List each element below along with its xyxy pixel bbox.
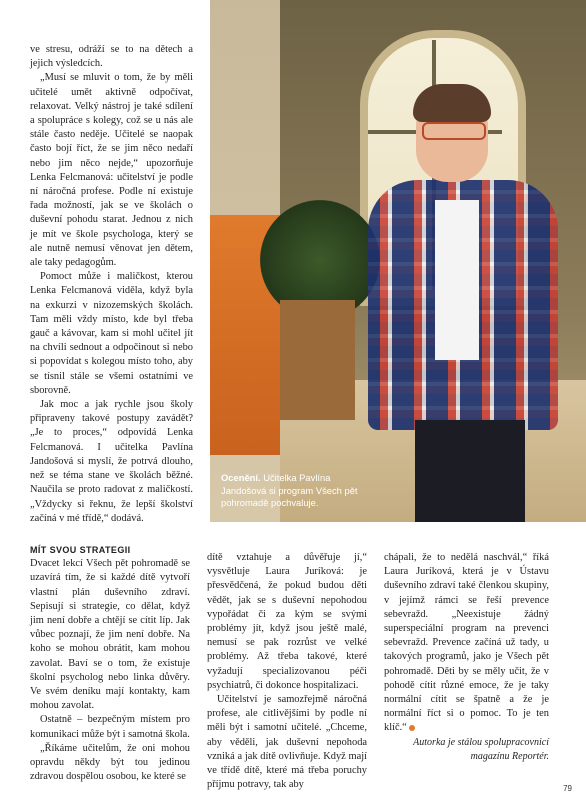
article-column-left-top bbox=[30, 43, 193, 526]
paragraph: ve stresu, odráží se to na dětech a jejich výsledcích. bbox=[30, 44, 193, 70]
author-note: Autorka je stálou spolupracovnicí magazínu Reportér. bbox=[413, 736, 549, 762]
paragraph: „Musí se mluvit o tom, že by měli učitelé umět aktivně odpočívat, relaxovat. Velký nástroj je také sdílení a spolupráce s kolegy, což se u nás ale stále často neděje. Učitelé se naopak často bojí říct, že se jim něco nedaří nebo jim něco nejde,“ upozorňuje Lenka Felcmanová: učitelství je podle ní náročná profese. Podle ní existuje řada možností, jak se ve školách o duševní pohodu starat. Jednou z nich je mít ve škole psychologa, který se ale nutně nemusí věnovat jen dětem, ale taky pedagogům. bbox=[30, 72, 193, 269]
article-column-bottom-3 bbox=[384, 551, 549, 764]
paragraph: Jak moc a jak rychle jsou školy připraveny takové postupy zavádět? „Je to proces,“ odpovídá Lenka Felcmanová. I učitelka Pavlína Jandošová si myslí, že potrvá dlouho, než se téma stane ve školách běžné. Naučila se proto radovat z maličkostí. „Vždycky si řeknu, že lepší školství začíná v mé třídě,“ dodává. bbox=[30, 399, 193, 524]
paragraph: Pomoct může i maličkost, kterou Lenka Felcmanová viděla, když byla na exkurzi v nizozemských školách. Tam měli vždy místo, kde byl třeba gauč a kávovar, kam si mohl učitel jít na chvíli sednout a odpočinout si nebo si popovídat s kolegou místo toho, aby se tísnil stále se všemi ostatními ve sborovně. bbox=[30, 271, 193, 396]
paragraph-text: chápali, že to nedělá naschvál,“ říká Laura Juríková, která je v Ústavu duševního zdraví také členkou skupiny, v jejímž rámci se řeší prevence sebevražd. „Neexistuje žádný superspeciální program na prevenci sebevražd. Prevence začíná už tady, u takových programů, jako je Všech pět pohromadě. Děti by se měly učit, že v pohodě cítit různé emoce, že je taky normální cítit se špatně a že je normální říct si o pomoc. To je ten klíč.“ bbox=[384, 552, 549, 734]
paragraph: Ostatně – bezpečným místem pro komunikaci může být i samotná škola. bbox=[30, 714, 190, 740]
photo-caption bbox=[221, 472, 371, 510]
page-number: 79 bbox=[563, 784, 572, 793]
paragraph: Dvacet lekcí Všech pět pohromadě se uzavírá tím, že si každé dítě vytvoří vlastní plán duševního zdraví. Sepisují si strategie, co dělat, když jim není dobře a chtějí se cítit líp. Jak vůbec poznají, že jim není dobře. Na koho se mohou obrátit, kam mohou zavolat. Baví se o tom, že existuje školní psycholog nebo linka důvěry. Ve svém deníku mají kontakty, kam mohou zavolat. bbox=[30, 558, 190, 712]
section-heading: MÍT SVOU STRATEGII bbox=[30, 545, 131, 555]
paragraph bbox=[384, 551, 549, 736]
end-mark-icon bbox=[409, 725, 415, 731]
portrait-photo bbox=[210, 0, 586, 522]
paragraph: „Říkáme učitelům, že oni mohou opravdu někdy být tou jedinou zdravou dospělou osobou, ke které se bbox=[30, 742, 190, 783]
caption-text: Učitelka Pavlína Jandošová si program Všech pět pohromadě pochvaluje. bbox=[221, 472, 358, 508]
article-column-bottom-2 bbox=[207, 551, 367, 792]
paragraph: dítě vztahuje a důvěřuje jí,“ vysvětluje Laura Juríková: je přesvědčená, že pokud budou děti vědět, jak se s duševní nepohodou vypořádat či za kým se svými problémy jít, když jsou ještě malé, nemusí se pak rozrůst ve velké problémy. Až třeba takové, které vyžadují specializovanou péči psychiatrů, či dokonce hospitalizaci. bbox=[207, 552, 367, 691]
caption-lead: Ocenění. bbox=[221, 472, 261, 483]
article-column-bottom-1 bbox=[30, 543, 190, 784]
paragraph: Učitelství je samozřejmě náročná profese, ale citlivějšími by podle ní měli být i samotní učitelé. „Chceme, aby věděli, jak duševní nepohoda vzniká a jak dítě ovlivňuje. Když mají ve třídě dítě, které má třeba poruchy příjmu potravy, tak aby bbox=[207, 694, 367, 791]
